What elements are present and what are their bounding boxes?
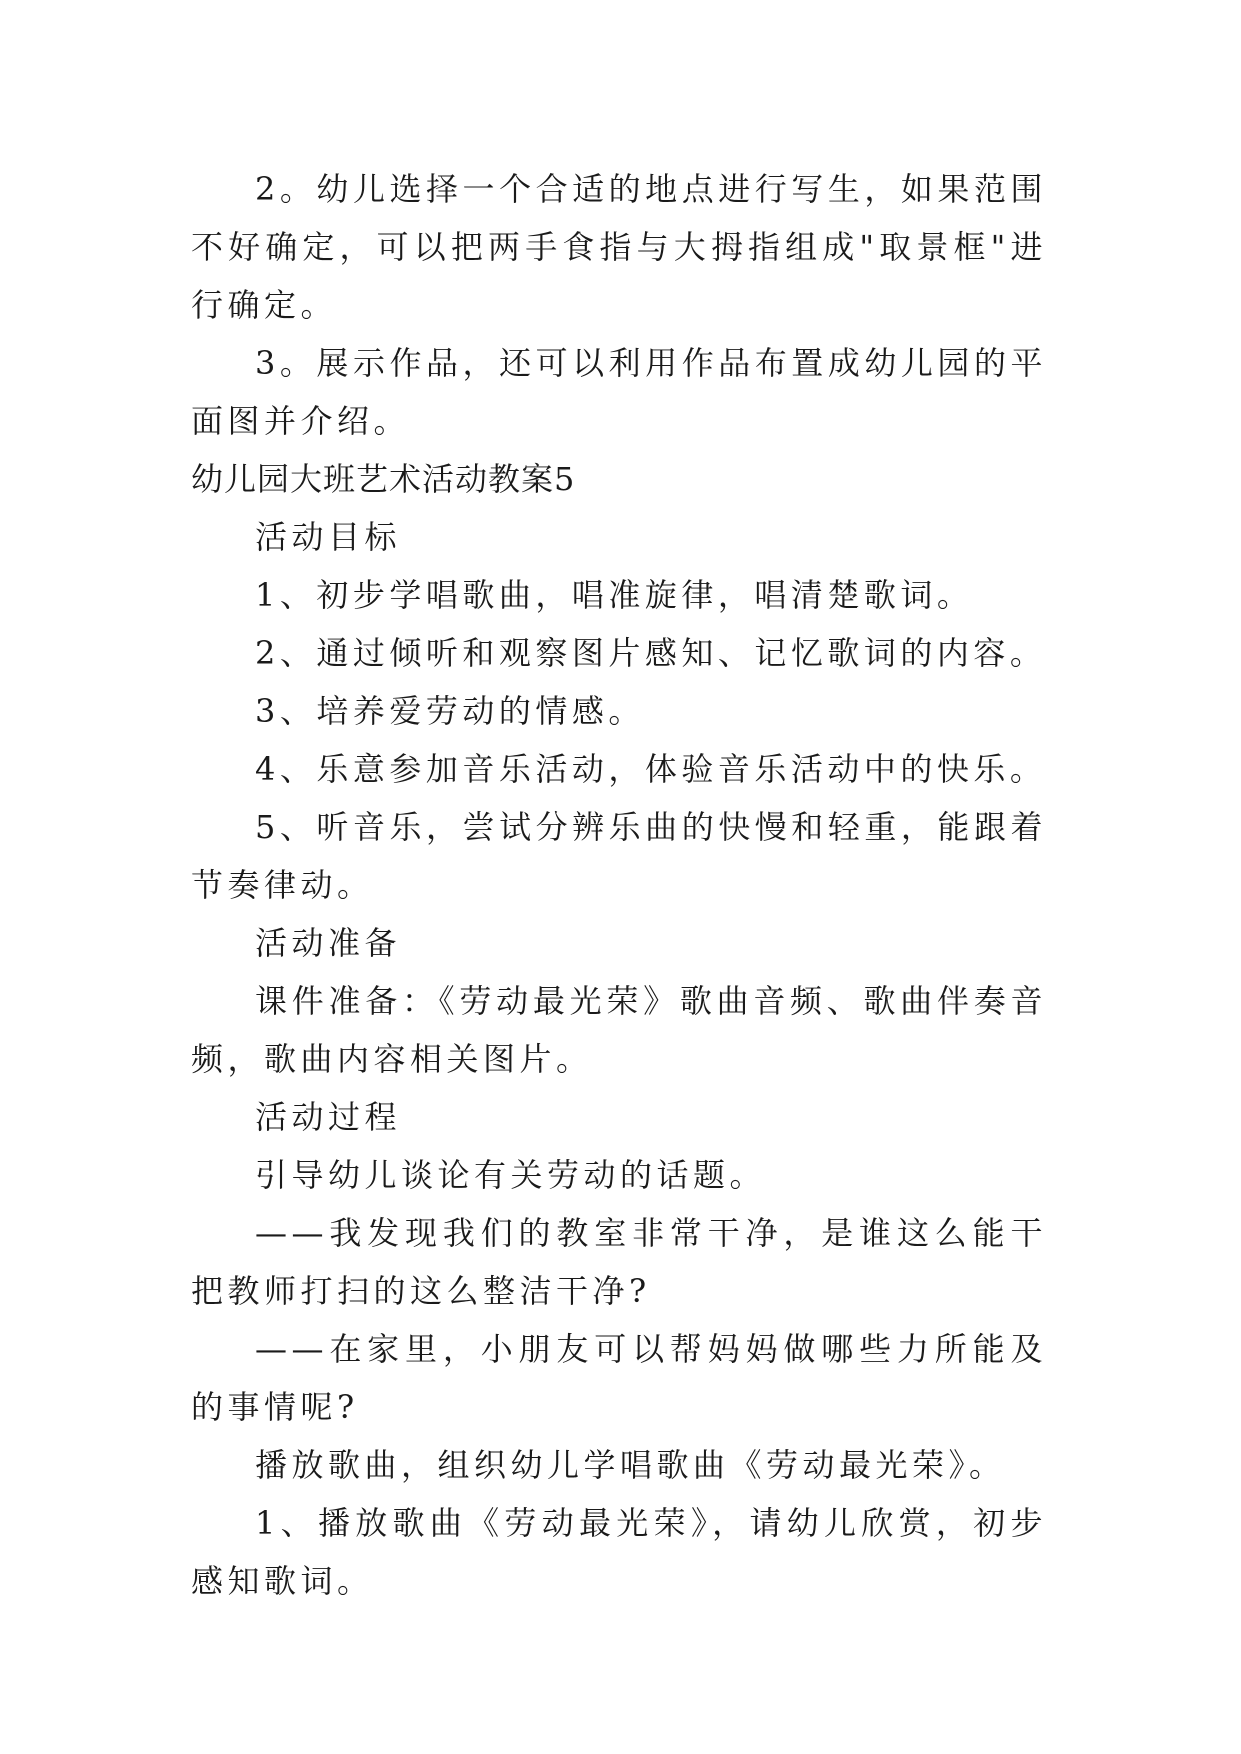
section-title: 幼儿园大班艺术活动教案5 <box>191 460 576 498</box>
goal-item-3: 3、培养爱劳动的情感。 <box>255 692 645 730</box>
preparation-text: 课件准备：《劳动最光荣》歌曲音频、歌曲伴奏音频，歌曲内容相关图片。 <box>191 982 1047 1078</box>
paragraph-step-2: 2。幼儿选择一个合适的地点进行写生，如果范围不好确定，可以把两手食指与大拇指组成"取景框"进行确定。 <box>191 170 1047 324</box>
goal-item-1: 1、初步学唱歌曲，唱准旋律，唱清楚歌词。 <box>255 576 974 614</box>
process-question-2: ——在家里，小朋友可以帮妈妈做哪些力所能及的事情呢? <box>191 1330 1047 1426</box>
heading-activity-preparation: 活动准备 <box>255 924 402 962</box>
heading-activity-process: 活动过程 <box>255 1098 402 1136</box>
process-question-1: ——我发现我们的教室非常干净，是谁这么能干把教师打扫的这么整洁干净? <box>191 1214 1047 1310</box>
goal-item-2: 2、通过倾听和观察图片感知、记忆歌词的内容。 <box>255 634 1047 672</box>
document-body <box>191 160 1047 1610</box>
goal-item-5: 5、听音乐，尝试分辨乐曲的快慢和轻重，能跟着节奏律动。 <box>191 808 1047 904</box>
process-song-step: 播放歌曲，组织幼儿学唱歌曲《劳动最光荣》。 <box>255 1446 1006 1484</box>
heading-activity-goals: 活动目标 <box>255 518 402 556</box>
paragraph-step-3: 3。展示作品，还可以利用作品布置成幼儿园的平面图并介绍。 <box>191 344 1047 440</box>
process-intro: 引导幼儿谈论有关劳动的话题。 <box>255 1156 767 1194</box>
process-song-item-1: 1、播放歌曲《劳动最光荣》，请幼儿欣赏，初步感知歌词。 <box>191 1504 1047 1600</box>
goal-item-4: 4、乐意参加音乐活动，体验音乐活动中的快乐。 <box>255 750 1047 788</box>
